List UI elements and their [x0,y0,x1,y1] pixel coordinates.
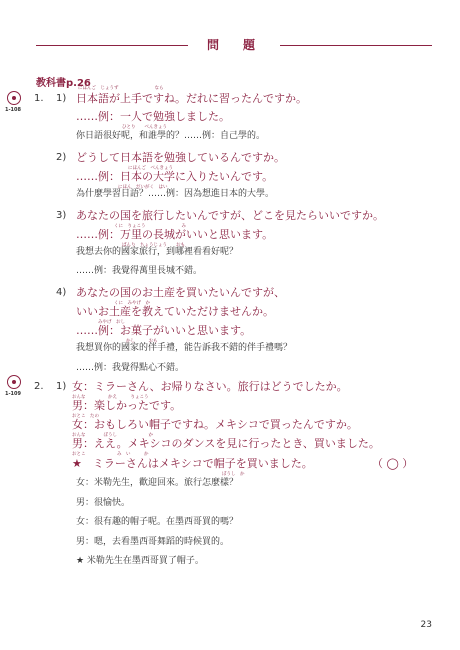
furigana: ばんり ちょうじょう おも [122,243,185,248]
translation: ★ 米勒先生在墨西哥買了帽子。 [76,556,204,566]
dialogue-line: 男：楽しかったです。 [72,399,182,412]
section-title-bar [36,38,432,52]
translation: 女：米勒先生，歡迎回來。旅行怎麼樣？ [76,478,239,488]
furigana: ぼうし か [222,472,245,477]
translation: 我想去你的國家旅行，到哪裡看看好呢？ [76,247,239,257]
furigana: おとこ たの [72,414,99,419]
item-label: 1) [56,381,67,392]
page-title: 問 題 [206,38,261,52]
item-label: 2) [56,152,67,163]
furigana: みやげ おし [98,320,125,325]
dialogue-line: 女：ミラーさん、お帰りなさい。旅行はどうでしたか。 [72,380,348,393]
example-answer: ……例：一人で勉強しました。 [76,110,230,123]
translation: ……例：我覺得萬里長城不錯。 [76,266,203,276]
furigana: おんな かえ りょこう [72,395,149,400]
answer-mark: （ ◯ ） [372,457,414,470]
furigana: くに りょこう み [114,224,186,229]
question-text: いいお土産を教えていただけませんか。 [76,305,274,318]
dialogue-line: 女：おもしろい帽子ですね。メキシコで買ったんですか。 [72,418,358,431]
furigana: かし おも [126,339,158,344]
track-number: 1-108 [5,107,21,113]
page-number: 23 [420,620,432,630]
translation: 我想買你的國家的伴手禮，能告訴我不錯的伴手禮嗎？ [76,343,293,353]
furigana: ひとり べんきょう [122,125,167,130]
furigana: にほんご じょうず なら [78,86,164,91]
item-label: 4) [56,287,67,298]
translation: ……例：我覺得點心不錯。 [76,363,185,373]
question-number: 1. [34,93,44,104]
translation: 女：很有趣的帽子呢。在墨西哥買的嗎？ [76,517,239,527]
example-answer: ……例：万里の長城がいいと思います。 [76,228,274,241]
dialogue-line: 男：ええ。メキシコのダンスを見に行ったとき、買いました。 [72,437,380,450]
question-text: あなたの国のお土産を買いたいんですが、 [76,286,285,299]
furigana: くに みやげ か [114,301,150,306]
question-text: あなたの国を旅行したいんですが、どこを見たらいいですか。 [76,209,384,222]
cd-icon [7,91,21,105]
cd-icon [7,375,21,389]
item-label: 1) [56,93,67,104]
translation: 你日語很好呢，和誰學的？……例：自己學的。 [76,131,266,141]
furigana: おんな ぼうし か [72,433,153,438]
furigana: おとこ み い か [72,452,149,457]
translation: 男：很愉快。 [76,498,131,508]
item-label: 3) [56,210,67,221]
example-answer: ……例：日本の大学に入りたいんです。 [76,170,274,183]
true-false-statement: ★ ミラーさんはメキシコで帽子を買いました。 [72,457,313,470]
title-rule-left [36,45,188,46]
translation: 為什麼學習日語？……例：因為想進日本的大學。 [76,189,275,199]
question-number: 2. [34,381,44,392]
title-rule-right [280,45,432,46]
question-text: 日本語が上手ですね。だれに習ったんですか。 [76,92,307,105]
example-answer: ……例：お菓子がいいと思います。 [76,324,252,337]
question-text: どうして日本語を勉強しているんですか。 [76,151,285,164]
furigana: にほんご べんきょう [128,166,173,171]
track-number: 1-109 [5,391,21,397]
textbook-reference: 教科書p.26 [36,78,91,89]
furigana: にほん だいがく はい [118,185,168,190]
translation: 男：嗯，去看墨西哥舞蹈的時候買的。 [76,537,230,547]
